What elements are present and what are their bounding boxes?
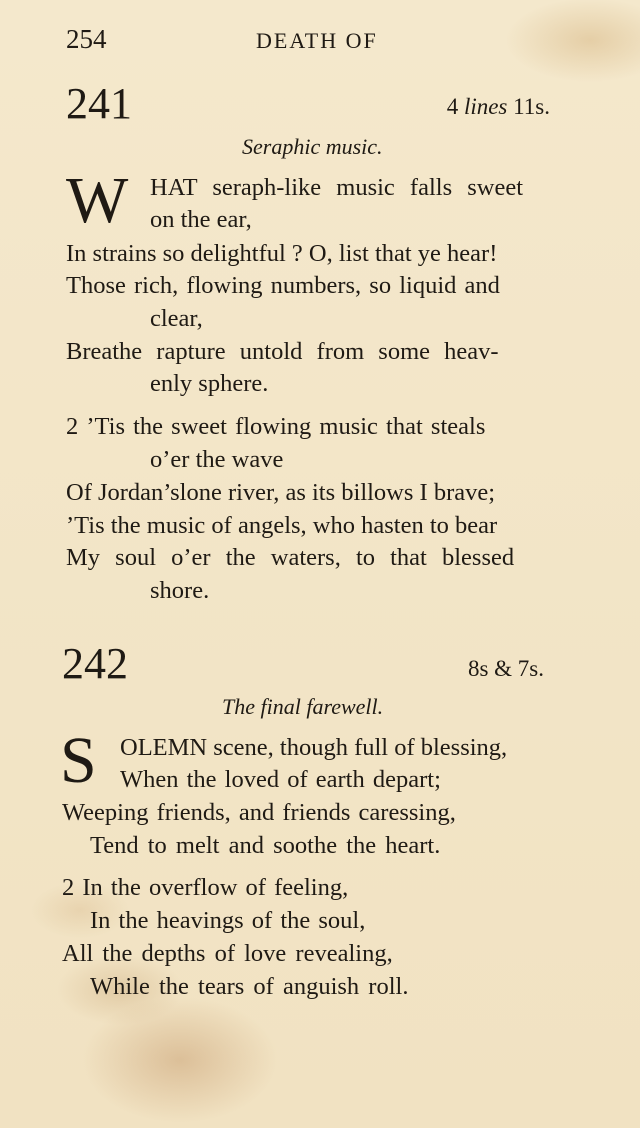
drop-cap-w: W [66, 164, 129, 237]
verse-line: clear, [150, 305, 203, 332]
verse-line: o’er the wave [150, 446, 284, 473]
verse-line: Weeping friends, and friends caressing, [62, 799, 456, 826]
verse-line: on the ear, [150, 206, 252, 233]
verse-line: Breathe rapture untold from some heav- [66, 338, 499, 365]
verse-line: In strains so delightful ? O, list that ye hear! [66, 240, 498, 267]
hymn-meter-242: 8s & 7s. [467, 656, 544, 681]
drop-cap-s: S [60, 724, 97, 797]
verse-line: 2 ’Tis the sweet flowing music that steals [66, 413, 486, 440]
verse-line: OLEMN scene, though full of blessing, [120, 734, 508, 761]
verse-line: Of Jordan’slone river, as its billows I brave; [66, 479, 496, 506]
verse-line: In the heavings of the soul, [90, 907, 366, 934]
meter-lines: lines [463, 94, 508, 119]
verse-line: When the loved of earth depart; [120, 766, 441, 793]
hymn-number-242: 242 [62, 639, 128, 688]
hymn-number-241: 241 [66, 79, 132, 128]
verse-line: HAT seraph-like music falls sweet [150, 174, 524, 201]
hymn-meter-241 [447, 94, 550, 120]
verse-line: While the tears of anguish roll. [90, 973, 409, 1000]
meter-syllables: 11s. [513, 94, 550, 119]
hymn-title-241: Seraphic music. [242, 134, 383, 159]
hymn-title-242: The final farewell. [222, 694, 384, 719]
verse-line: ’Tis the music of angels, who hasten to bear [66, 512, 498, 539]
meter-count: 4 [446, 94, 459, 119]
verse-line: My soul o’er the waters, to that blessed [66, 544, 515, 571]
verse-line: Those rich, flowing numbers, so liquid and [66, 272, 500, 299]
page-number: 254 [66, 24, 107, 54]
verse-line: shore. [150, 577, 210, 604]
verse-line: enly sphere. [150, 370, 269, 397]
verse-line: All the depths of love revealing, [62, 940, 393, 967]
running-title: DEATH OF [256, 28, 378, 53]
verse-line: Tend to melt and soothe the heart. [90, 832, 441, 859]
verse-line: 2 In the overflow of feeling, [62, 874, 349, 901]
